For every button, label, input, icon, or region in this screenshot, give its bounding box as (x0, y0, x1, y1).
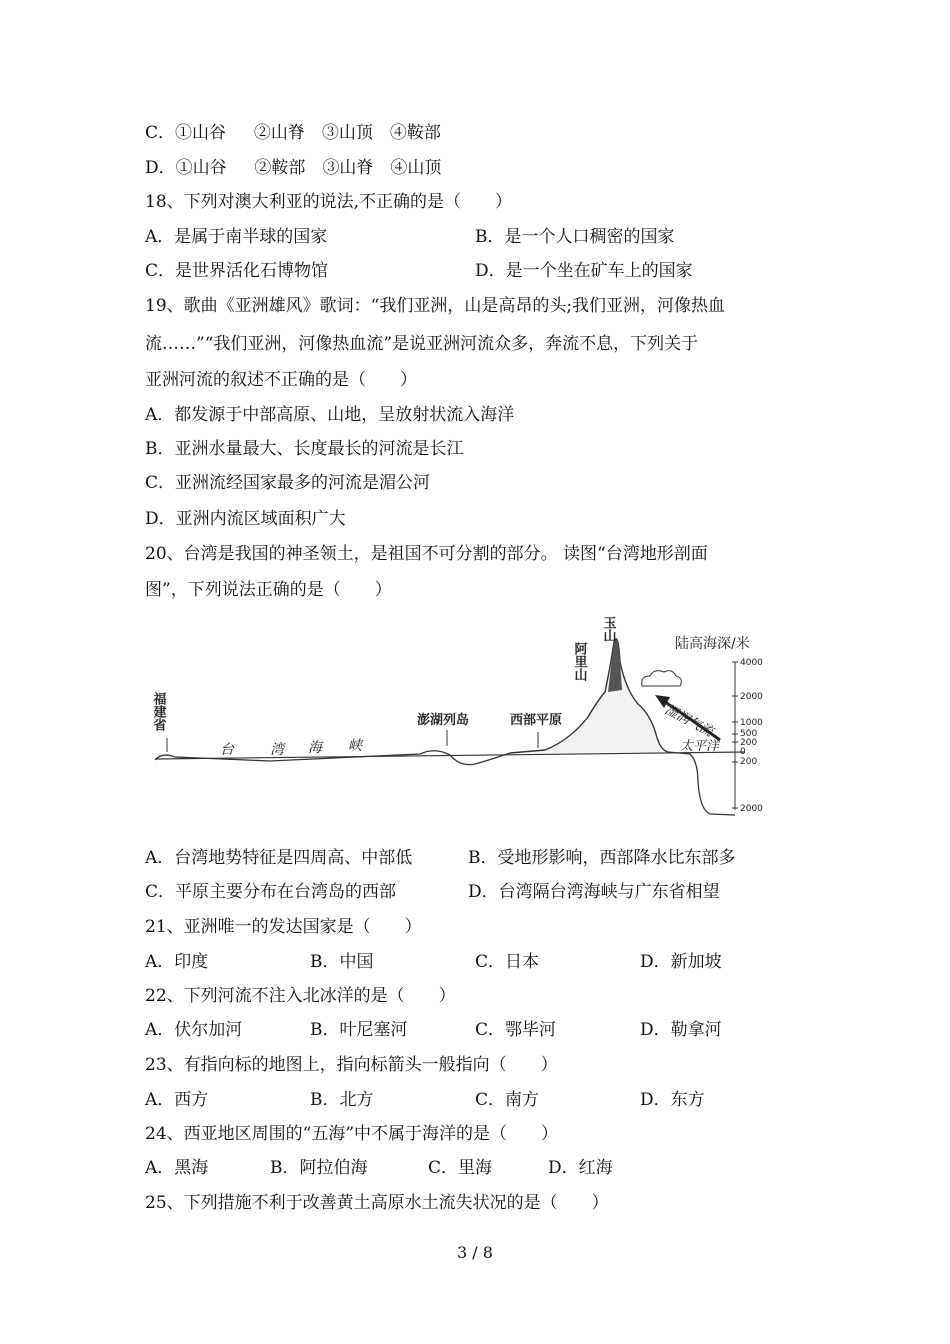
q18-option-a: A．是属于南半球的国家 (145, 227, 328, 247)
label-yushan: 玉山 (600, 616, 616, 642)
q17-option-c: C．①山谷 ②山脊 ③山顶 ④鞍部 (145, 123, 441, 143)
label-strait-3: 海 (308, 740, 322, 756)
label-strait-2: 湾 (270, 742, 284, 758)
tick-200-down: 200 (740, 757, 758, 767)
q23-option-c: C．南方 (475, 1090, 540, 1110)
q22-stem: 22、下列河流不注入北冰洋的是（ ） (145, 986, 456, 1006)
q19-stem-line3: 亚洲河流的叙述不正确的是（ ） (145, 370, 417, 390)
q24-option-d: D．红海 (548, 1158, 613, 1178)
q23-option-b: B．北方 (310, 1090, 374, 1110)
q19-option-b: B．亚洲水量最大、长度最长的河流是长江 (145, 439, 464, 459)
tick-2000: 2000 (740, 692, 763, 702)
q20-option-c: C．平原主要分布在台湾岛的西部 (145, 882, 397, 902)
q24-option-c: C．里海 (428, 1158, 493, 1178)
label-western-plain: 西部平原 (510, 713, 563, 728)
tick-0: 0 (740, 747, 746, 757)
strait-seafloor (155, 751, 510, 765)
q21-option-a: A．印度 (145, 952, 209, 972)
label-pacific: 太平洋 (680, 739, 720, 754)
cloud-icon (642, 671, 682, 686)
tick-1000: 1000 (740, 718, 763, 728)
q20-option-a: A．台湾地势特征是四周高、中部低 (145, 848, 413, 868)
q23-stem: 23、有指向标的地图上，指向标箭头一般指向（ ） (145, 1055, 558, 1075)
q20-stem-line1: 20、台湾是我国的神圣领土，是祖国不可分割的部分。 读图“台湾地形剖面 (145, 544, 708, 564)
q19-option-c: C．亚洲流经国家最多的河流是湄公河 (145, 473, 431, 493)
q22-option-a: A．伏尔加河 (145, 1020, 243, 1040)
q23-option-a: A．西方 (145, 1090, 209, 1110)
q24-option-a: A．黑海 (145, 1158, 209, 1178)
q19-option-a: A．都发源于中部高原、山地，呈放射状流入海洋 (145, 405, 515, 425)
label-penghu: 澎湖列岛 (417, 713, 470, 728)
q20-option-b: B．受地形影响，西部降水比东部多 (468, 848, 736, 868)
tick-4000: 4000 (740, 658, 763, 668)
label-alishan: 阿里山 (571, 642, 587, 681)
q24-stem: 24、西亚地区周围的“五海”中不属于海洋的是（ ） (145, 1124, 559, 1144)
q23-option-d: D．东方 (640, 1090, 705, 1110)
q20-stem-line2: 图”，下列说法正确的是（ ） (145, 580, 392, 600)
tick-500: 500 (740, 729, 758, 739)
q19-stem-line1: 19、歌曲《亚洲雄风》歌词：“我们亚洲，山是高昂的头;我们亚洲，河像热血 (145, 296, 726, 316)
axis-title: 陆高海深/米 (675, 636, 750, 652)
tick-200-up: 200 (740, 738, 758, 748)
tick-2000-down: 2000 (740, 804, 763, 814)
q21-option-b: B．中国 (310, 952, 374, 972)
taiwan-land-profile (510, 639, 668, 753)
label-fujian: 福建省 (150, 692, 166, 731)
pacific-seafloor (668, 752, 735, 815)
taiwan-terrain-profile-figure (150, 612, 790, 827)
q21-option-c: C．日本 (475, 952, 540, 972)
q18-option-b: B．是一个人口稠密的国家 (475, 227, 675, 247)
q20-option-d: D．台湾隔台湾海峡与广东省相望 (468, 882, 720, 902)
label-strait-1: 台 (220, 742, 234, 758)
q19-stem-line2: 流……”“我们亚洲，河像热血流”是说亚洲河流众多，奔流不息，下列关于 (145, 334, 699, 354)
q17-option-d: D．①山谷 ②鞍部 ③山脊 ④山顶 (145, 158, 442, 178)
terrain-profile-svg (150, 612, 790, 827)
label-strait-4: 峡 (348, 738, 362, 754)
q18-option-d: D．是一个坐在矿车上的国家 (475, 261, 693, 281)
q25-stem: 25、下列措施不利于改善黄土高原水土流失状况的是（ ） (145, 1193, 609, 1213)
q21-option-d: D．新加坡 (640, 952, 722, 972)
q22-option-b: B．叶尼塞河 (310, 1020, 408, 1040)
page-number: 3 / 8 (457, 1243, 493, 1262)
q24-option-b: B．阿拉伯海 (270, 1158, 368, 1178)
q22-option-c: C．鄂毕河 (475, 1020, 557, 1040)
q21-stem: 21、亚洲唯一的发达国家是（ ） (145, 917, 422, 937)
label-moist-airflow: 湿润气流 (662, 702, 716, 740)
q19-option-d: D．亚洲内流区域面积广大 (145, 509, 346, 529)
q18-option-c: C．是世界活化石博物馆 (145, 261, 329, 281)
q22-option-d: D．勒拿河 (640, 1020, 722, 1040)
q18-stem: 18、下列对澳大利亚的说法,不正确的是（ ） (145, 192, 513, 212)
